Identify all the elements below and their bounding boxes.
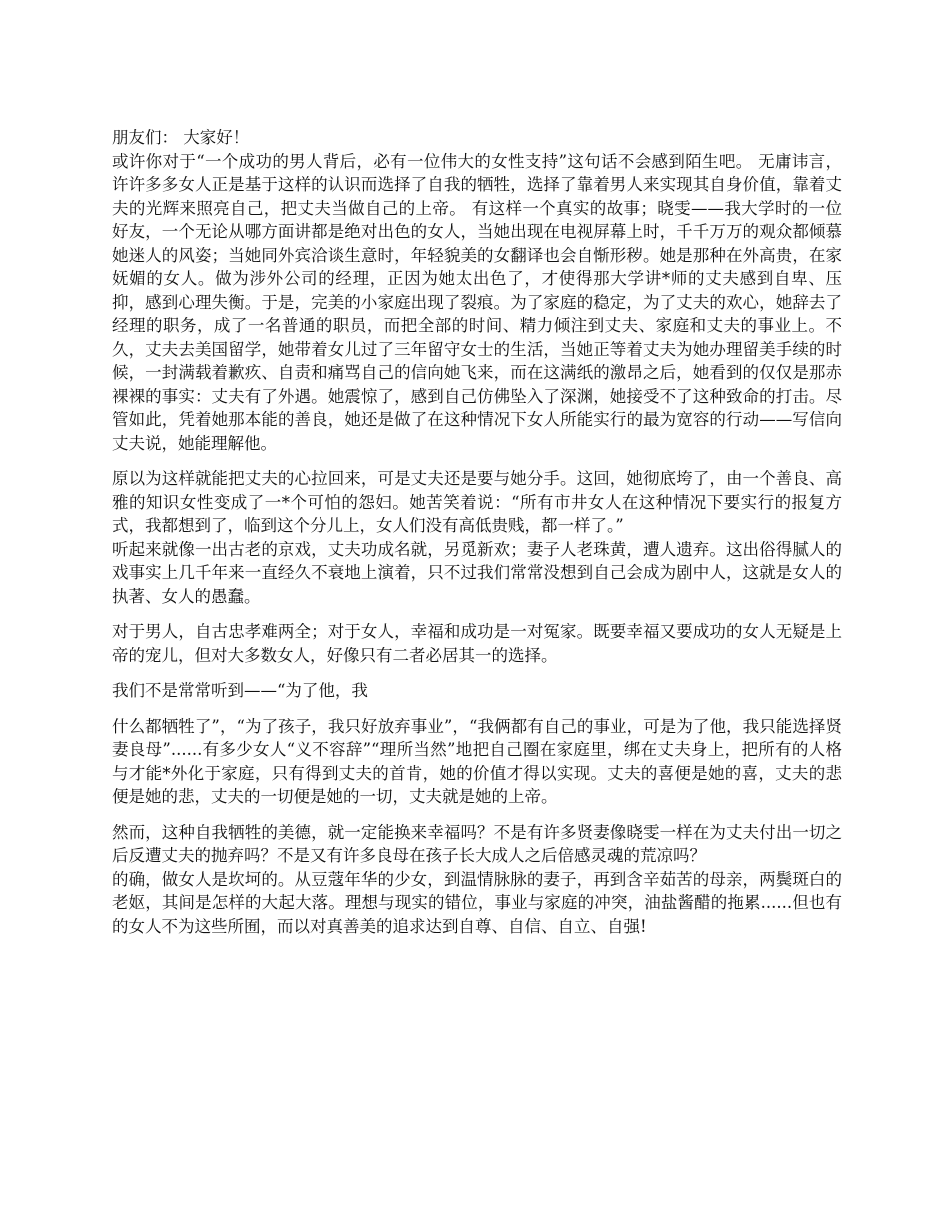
paragraph-divorce: 原以为这样就能把丈夫的心拉回来，可是丈夫还是要与她分手。这回，她彻底垮了，由一个善良、高雅的知识女性变成了一*个可怕的怨妇。她苦笑着说：“所有市井女人在这种情况下要实行的报复方式，我都想到了，临到这个分儿上，女人们没有高低贵贱，都一样了。” [112,469,842,535]
paragraph-conclusion: 的确，做女人是坎坷的。从豆蔻年华的少女，到温情脉脉的妻子，再到含辛茹苦的母亲，两鬓斑白的老妪，其间是怎样的大起大落。理想与现实的错位，事业与家庭的冲突，油盐酱醋的拖累......但也有的女人不为这些所囿，而以对真善美的追求达到自尊、自信、自立、自强! [112,869,842,936]
paragraph-however: 然而，这种自我牺牲的美德，就一定能换来幸福吗？不是有许多贤妻像晓雯一样在为丈夫付出一切之后反遭丈夫的抛弃吗？不是又有许多良母在孩子长大成人之后倍感灵魂的荒凉吗？ [112,822,842,865]
paragraph-story: 或许你对于“一个成功的男人背后，必有一位伟大的女性支持”这句话不会感到陌生吧。 无庸讳言，许许多多女人正是基于这样的认识而选择了自我的牺牲，选择了靠着男人来实现其自身价值，靠着丈夫的光辉来照亮自己，把丈夫当做自己的上帝。 有这样一个真实的故事；晓雯——我大学时的一位好友，一个无论从哪方面讲都是绝对出色的女人，当她出现在电视屏幕上时，千千万万的观众都倾慕她迷人的风姿；当她同外宾洽谈生意时，年轻貌美的女翻译也会自惭形秽。她是那种在外高贵，在家妩媚的女人。做为涉外公司的经理，正因为她太出色了，才使得那大学讲*师的丈夫感到自卑、压抑，感到心理失衡。于是，完美的小家庭出现了裂痕。为了家庭的稳定，为了丈夫的欢心，她辞去了经理的职务，成了一名普通的职员，而把全部的时间、精力倾注到丈夫、家庭和丈夫的事业上。不久，丈夫去美国留学，她带着女儿过了三年留守女士的生活，当她正等着丈夫为她办理留美手续的时候，一封满载着歉疚、自责和痛骂自己的信向她飞来，而在这满纸的激昂之后，她看到的仅仅是那赤裸裸的事实：丈夫有了外遇。她震惊了，感到自己仿佛坠入了深渊，她接受不了这种致命的打击。尽管如此，凭着她那本能的善良，她还是做了在这种情况下女人所能实行的最为宽容的行动——写信向丈夫说，她能理解他。 [112,151,842,453]
greeting-line: 朋友们： 大家好！ [112,128,250,147]
paragraph-happiness-success: 对于男人，自古忠孝难两全；对于女人，幸福和成功是一对冤家。既要幸福又要成功的女人无疑是上帝的宠儿，但对大多数女人，好像只有二者必居其一的选择。 [112,622,842,665]
paragraph-sacrifice: 什么都牺牲了”，“为了孩子，我只好放弃事业”，“我俩都有自己的事业，可是为了他，我只能选择贤妻良母”......有多少女人“义不容辞”“理所当然”地把自己圈在家庭里，绑在丈夫身上，把所有的人格与才能*外化于家庭，只有得到丈夫的首肯，她的价值才得以实现。丈夫的喜便是她的喜，丈夫的悲便是她的悲，丈夫的一切便是她的一切，丈夫就是她的上帝。 [112,716,842,806]
paragraph-often-hear: 我们不是常常听到——“为了他，我 [112,681,368,700]
document-body [112,126,842,938]
paragraph-opera: 听起来就像一出古老的京戏，丈夫功成名就，另觅新欢；妻子人老珠黄，遭人遗弃。这出俗得腻人的戏事实上几千年来一直经久不衰地上演着，只不过我们常常没想到自己会成为剧中人，这就是女人的执著、女人的愚蠢。 [112,539,842,606]
